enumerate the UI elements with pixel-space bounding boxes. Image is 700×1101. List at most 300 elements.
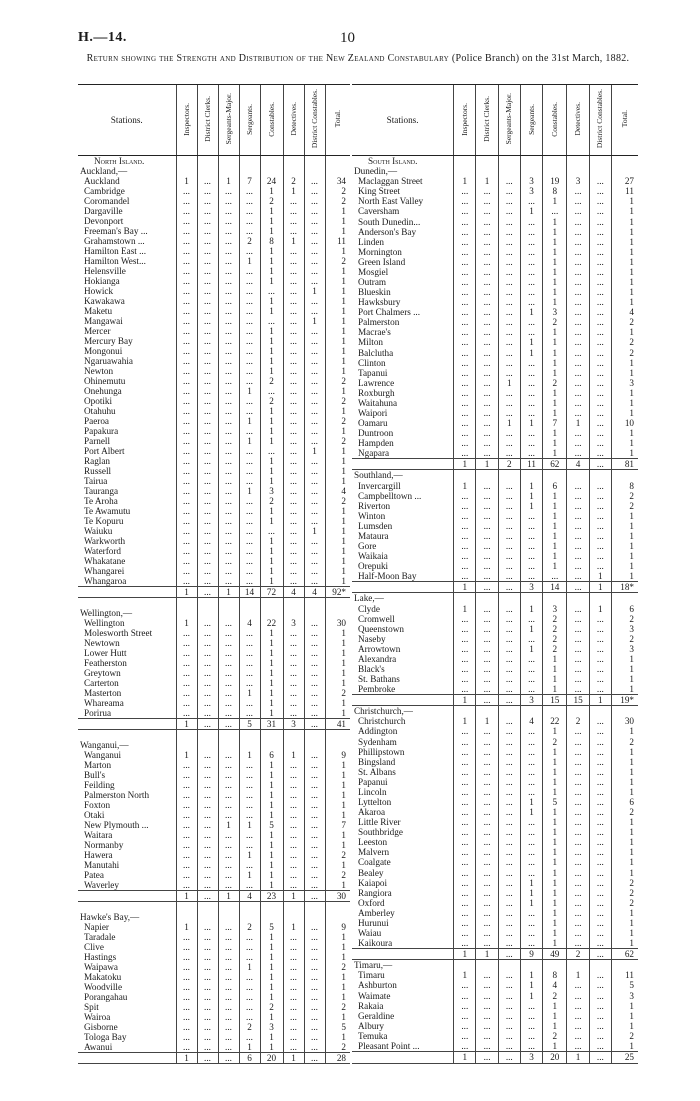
cell-value: 1 [611,847,638,857]
cell-value: ... [498,438,520,448]
cell-value: ... [520,664,542,674]
cell-value: 1 [260,206,283,216]
cell-value: ... [283,628,304,638]
cell-value: ... [520,827,542,837]
subtotal-value: 4 [239,891,260,902]
cell-value: ... [454,307,476,317]
cell-value: 5 [260,922,283,932]
cell-value: 1 [543,277,567,287]
empty-cell [239,740,260,750]
cell-value: ... [304,306,325,316]
empty-cell [498,960,520,971]
cell-value: ... [218,880,239,891]
cell-value: 1 [325,708,350,719]
station-name: Devonport [84,216,124,226]
station-name: Palmerston [358,317,400,328]
cell-value: 24 [260,176,283,186]
cell-value: 1 [543,767,567,777]
subtotal-value: 1 [218,891,239,902]
column-header-label: Inspectors. [459,102,469,136]
cell-value: ... [176,286,197,296]
cell-value: ... [476,757,498,767]
cell-value: 3 [283,618,304,628]
column-header-label: District Constables. [309,89,319,149]
cell-value: ... [589,481,611,491]
cell-value: ... [589,521,611,531]
cell-value: 1 [325,952,350,962]
cell-value: 1 [304,446,325,456]
cell-value: ... [283,506,304,516]
table-row [352,398,638,408]
cell-value: 1 [325,566,350,576]
station-name: Foxton [84,800,111,810]
subtotal-value: 1 [454,582,476,593]
subtotal-label [78,719,176,730]
cell-value: ... [197,526,218,536]
cell-value: ... [197,506,218,516]
empty-cell [176,902,197,913]
cell-value: ... [304,790,325,800]
station-name: Duntroon [358,428,394,439]
cell-value: ... [567,624,589,634]
cell-value: ... [176,870,197,880]
cell-value: ... [218,346,239,356]
cell-value: 1 [239,750,260,760]
table-row [78,286,350,296]
station-name: Amberley [358,907,395,918]
table-row [78,516,350,526]
cell-value: ... [304,186,325,196]
cell-value: 1 [260,346,283,356]
column-header-label: Sergeants. [526,103,536,135]
cell-value: 8 [543,970,567,980]
cell-value: 1 [611,388,638,398]
cell-value: ... [498,726,520,736]
cell-value: ... [283,1042,304,1053]
cell-value: 1 [611,918,638,928]
cell-value: ... [218,296,239,306]
cell-value: ... [176,810,197,820]
cell-value: ... [498,827,520,837]
column-header [283,85,304,156]
cell-value: ... [454,684,476,695]
cell-value: ... [239,708,260,719]
empty-cell [567,960,589,971]
cell-value: ... [218,922,239,932]
cell-value: ... [476,317,498,327]
cell-value: ... [197,860,218,870]
subtotal-value: ... [304,891,325,902]
cell-value: 1 [325,316,350,326]
column-header-stations: Stations. [352,85,454,156]
cell-value: ... [197,246,218,256]
cell-value: ... [454,237,476,247]
station-name: Outram [358,276,387,287]
cell-value: ... [567,358,589,368]
cell-value: 1 [611,206,638,216]
cell-value: 1 [325,830,350,840]
cell-value: 1 [611,448,638,459]
cell-value: ... [176,306,197,316]
table-row [352,634,638,644]
table-row [78,648,350,658]
cell-value: 2 [325,196,350,206]
cell-value: ... [520,928,542,938]
cell-value: ... [239,276,260,286]
subtotal-value: 15 [567,695,589,706]
empty-cell [589,156,611,167]
cell-value: ... [498,737,520,747]
cell-value: ... [476,398,498,408]
cell-value: 1 [543,878,567,888]
cell-value: ... [218,962,239,972]
cell-value: ... [197,1012,218,1022]
table-row [78,216,350,226]
cell-value: ... [239,780,260,790]
cell-value: 1 [260,870,283,880]
table-row [352,491,638,501]
cell-value: 9 [325,750,350,760]
cell-value: ... [304,206,325,216]
cell-value: ... [589,716,611,726]
cell-value: ... [218,638,239,648]
cell-value: ... [239,356,260,366]
column-header-label: District Constables. [595,89,605,149]
station-name: Bingsland [358,756,396,767]
cell-value: ... [283,790,304,800]
cell-value: ... [197,196,218,206]
cell-value: 1 [260,566,283,576]
subtotal-value: ... [197,1053,218,1064]
cell-value: ... [520,216,542,226]
cell-value: 2 [325,688,350,698]
cell-value: ... [589,491,611,501]
cell-value: 1 [260,576,283,587]
cell-value: ... [476,1041,498,1052]
cell-value: ... [476,297,498,307]
cell-value: ... [520,1041,542,1052]
cell-value: ... [498,267,520,277]
cell-value: 1 [543,726,567,736]
cell-value: ... [476,237,498,247]
cell-value: 1 [260,952,283,962]
cell-value: ... [239,668,260,678]
cell-value: 1 [325,648,350,658]
cell-value: 1 [611,438,638,448]
cell-value: ... [589,767,611,777]
table-row [352,317,638,327]
cell-value: ... [218,618,239,628]
station-name: Waipori [358,407,388,418]
cell-value: ... [476,216,498,226]
cell-value: ... [567,481,589,491]
cell-value: ... [498,247,520,257]
cell-value: 2 [611,337,638,347]
cell-value: ... [176,486,197,496]
cell-value: ... [476,428,498,438]
cell-value: ... [476,347,498,357]
cell-value: 1 [325,972,350,982]
cell-value: ... [498,327,520,337]
table-row [352,186,638,196]
station-name: Waiau [358,928,382,939]
station-name: Clinton [358,357,386,368]
cell-value: 1 [543,267,567,277]
cell-value: ... [218,476,239,486]
cell-value: 1 [543,196,567,206]
cell-value: ... [283,356,304,366]
cell-value: ... [283,386,304,396]
cell-value: 1 [325,366,350,376]
cell-value: ... [498,1031,520,1041]
cell-value: ... [476,654,498,664]
subtotal-value: ... [589,949,611,960]
empty-cell [567,156,589,167]
cell-value: ... [283,216,304,226]
cell-value: 1 [260,992,283,1002]
cell-value: ... [589,684,611,695]
cell-value: ... [454,767,476,777]
cell-value: ... [543,206,567,216]
cell-value: ... [498,644,520,654]
table-row [78,196,350,206]
cell-value: 1 [325,576,350,587]
column-header-label: Constables. [266,101,276,137]
cell-value: ... [589,1021,611,1031]
table-row [78,436,350,446]
cell-value: 2 [543,644,567,654]
cell-value: 1 [543,928,567,938]
empty-cell [520,960,542,971]
cell-value: 4 [520,716,542,726]
empty-cell [611,166,638,176]
cell-value: ... [454,257,476,267]
cell-value: ... [589,888,611,898]
cell-value: ... [218,336,239,346]
cell-value: ... [197,296,218,306]
station-name: Arrowtown [358,643,401,654]
cell-value: 1 [611,1041,638,1052]
cell-value: ... [454,847,476,857]
cell-value: 1 [543,757,567,767]
subtotal-value: 3 [520,695,542,706]
cell-value: ... [283,526,304,536]
empty-cell [589,593,611,604]
table-row [78,992,350,1002]
cell-value: ... [567,408,589,418]
subtotal-value: ... [589,459,611,470]
station-name: Whangarei [84,566,125,576]
cell-value: ... [304,416,325,426]
empty-cell [567,706,589,717]
column-header [520,85,542,156]
empty-cell [567,166,589,176]
cell-value: ... [498,990,520,1000]
cell-value: ... [176,446,197,456]
cell-value: ... [476,868,498,878]
cell-value: ... [197,698,218,708]
page-number: 10 [340,30,355,46]
cell-value: ... [218,366,239,376]
station-name: Bull's [84,770,106,780]
cell-value: ... [218,850,239,860]
station-name: Waitahuna [358,397,398,408]
station-name: Palmerston North [84,790,150,800]
cell-value: ... [283,446,304,456]
cell-value: ... [476,787,498,797]
cell-value: 1 [543,398,567,408]
cell-value: 1 [543,237,567,247]
column-header [589,85,611,156]
cell-value: 1 [325,326,350,336]
cell-value: ... [567,807,589,817]
cell-value: ... [476,337,498,347]
table-row [78,1022,350,1032]
cell-value: 1 [520,990,542,1000]
cell-value: ... [176,972,197,982]
cell-value: 1 [176,750,197,760]
cell-value: 19 [543,176,567,186]
cell-value: 1 [611,827,638,837]
cell-value: ... [498,807,520,817]
table-row [352,531,638,541]
table-row [352,541,638,551]
cell-value: 2 [325,962,350,972]
cell-value: ... [567,928,589,938]
cell-value: 2 [325,1042,350,1053]
cell-value: 1 [260,668,283,678]
empty-cell [283,902,304,913]
column-header-label: District Clerks. [202,96,212,142]
station-name: Hawksbury [358,297,401,308]
cell-value: ... [454,206,476,216]
cell-value: ... [589,990,611,1000]
station-name: Tologa Bay [84,1032,127,1042]
empty-cell [283,740,304,750]
document-code: H.—14. [78,30,127,45]
station-name: Orepuki [358,561,389,572]
cell-value: ... [476,408,498,418]
table-row [78,546,350,556]
table-row [78,376,350,386]
cell-value: ... [218,516,239,526]
cell-value: ... [283,870,304,880]
table-header-row [78,85,350,156]
station-name: Mercury Bay [84,336,133,346]
table-row [78,740,350,750]
cell-value: 1 [325,526,350,536]
cell-value: ... [454,827,476,837]
cell-value: ... [567,237,589,247]
cell-value: 1 [520,481,542,491]
cell-value: ... [543,571,567,582]
cell-value: 1 [543,1011,567,1021]
cell-value: ... [476,747,498,757]
subtotal-value: 2 [567,949,589,960]
cell-value: ... [454,654,476,664]
cell-value: 1 [543,777,567,787]
subtotal-label [352,582,454,593]
cell-value: 1 [325,1012,350,1022]
table-row [78,576,350,587]
cell-value: ... [567,511,589,521]
cell-value: ... [218,566,239,576]
empty-cell [454,470,476,481]
cell-value: ... [454,938,476,949]
cell-value: ... [567,378,589,388]
cell-value: 1 [325,536,350,546]
table-row [352,837,638,847]
cell-value: ... [283,800,304,810]
station-name: Te Kopuru [84,516,124,526]
cell-value: 1 [611,767,638,777]
cell-value: ... [197,780,218,790]
cell-value: 1 [611,908,638,918]
empty-cell [176,912,197,922]
table-row [78,952,350,962]
cell-value: ... [176,496,197,506]
cell-value: ... [218,316,239,326]
station-name: Lincoln [358,786,387,797]
table-row [352,307,638,317]
cell-value: ... [498,186,520,196]
cell-value: ... [239,638,260,648]
cell-value: 1 [325,790,350,800]
subtotal-value: 19* [611,695,638,706]
station-name: Hurunui [358,917,389,928]
title-lead: Return showing the Strength and Distribution of the New Zealand Constabulary [86,53,450,64]
cell-value: ... [520,847,542,857]
cell-value: ... [197,386,218,396]
column-header-label: Detectives. [288,102,298,136]
subtotal-value: 41 [325,719,350,730]
cell-value: ... [454,438,476,448]
table-row [352,928,638,938]
empty-cell [239,608,260,618]
cell-value: ... [304,972,325,982]
cell-value: ... [304,336,325,346]
column-header [197,85,218,156]
table-row [352,571,638,582]
cell-value: ... [498,908,520,918]
table-row [352,1021,638,1031]
subtotal-value: 11 [520,459,542,470]
subtotal-row [78,891,350,902]
cell-value: ... [498,817,520,827]
cell-value: ... [498,837,520,847]
cell-value: ... [283,256,304,266]
table-row [78,1042,350,1053]
table-row [78,608,350,618]
cell-value: ... [498,541,520,551]
cell-value: ... [176,678,197,688]
table-row [352,438,638,448]
cell-value: ... [520,857,542,867]
empty-cell [520,470,542,481]
cell-value: ... [567,337,589,347]
cell-value: ... [218,750,239,760]
cell-value: ... [589,624,611,634]
cell-value: ... [239,790,260,800]
cell-value: ... [239,556,260,566]
cell-value: ... [589,817,611,827]
subtotal-value: ... [498,949,520,960]
cell-value: 1 [218,176,239,186]
cell-value: ... [218,982,239,992]
station-name: Albury [358,1020,385,1031]
cell-value: 1 [176,176,197,186]
empty-cell [611,470,638,481]
